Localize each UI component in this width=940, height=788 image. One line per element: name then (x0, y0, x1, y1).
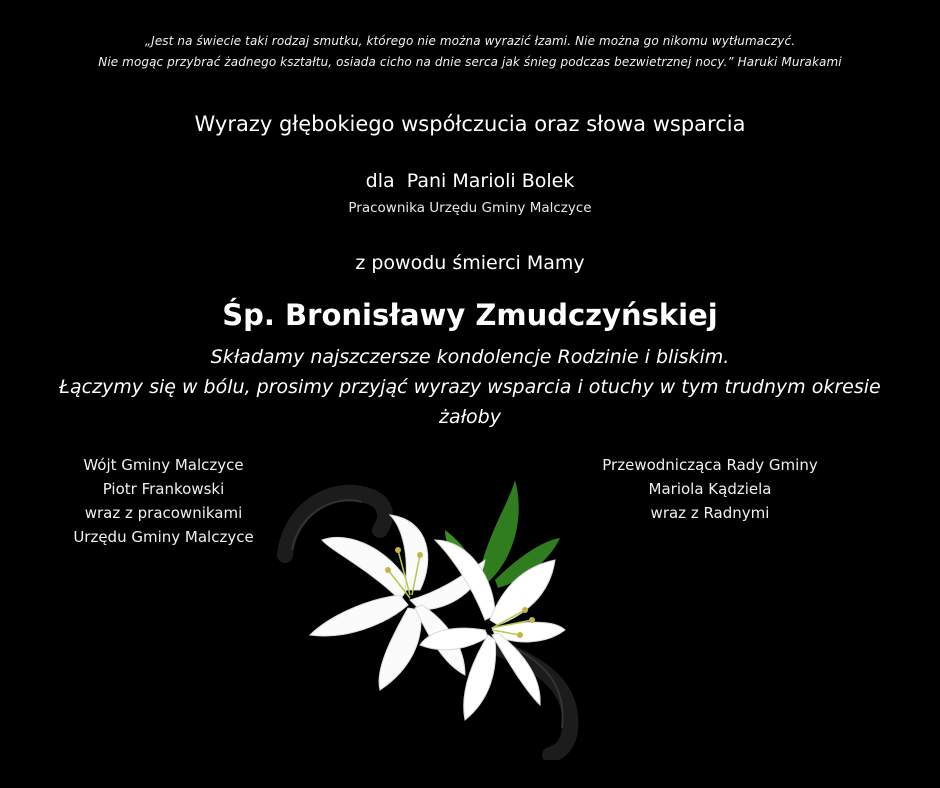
condolences (0, 342, 940, 432)
quote-line-1: „Jest na świecie taki rodzaj smutku, którego nie można wyrazić łzami. Nie można go nikomu wytłumaczyć. (144, 34, 796, 48)
quote (0, 31, 940, 73)
lily-left (310, 515, 485, 690)
recipient-role: Pracownika Urzędu Gminy Malczyce (348, 200, 592, 216)
signature-right-line: Przewodnicząca Rady Gminy (602, 456, 818, 474)
signature-left (40, 453, 287, 549)
deceased-name: Śp. Bronisławy Zmudczyńskiej (222, 298, 718, 332)
signature-left-line: Piotr Frankowski (102, 480, 225, 498)
reason-text: z powodu śmierci Mamy (355, 252, 585, 274)
condolences-line-1: Składamy najszczersze kondolencje Rodzinie i bliskim. (210, 346, 730, 368)
signature-left-line: wraz z pracownikami (84, 504, 243, 522)
condolences-line-2: Łączymy się w bólu, prosimy przyjąć wyrazy wsparcia i otuchy w tym trudnym okresie (59, 376, 881, 398)
quote-line-2: Nie mogąc przybrać żadnego kształtu, osiada cicho na dnie serca jak śnieg podczas bezwietrznej nocy.” Haruki Murakami (98, 55, 842, 69)
heading: Wyrazy głębokiego współczucia oraz słowa wsparcia (194, 112, 746, 136)
condolences-line-3: żałoby (438, 406, 501, 428)
signature-left-line: Urzędu Gminy Malczyce (73, 528, 254, 546)
signature-right-line: Mariola Kądziela (648, 480, 772, 498)
signature-left-line: Wójt Gminy Malczyce (83, 456, 244, 474)
recipient-line: dla Pani Marioli Bolek (365, 170, 575, 192)
lily-with-ribbon-icon (270, 470, 620, 760)
signature-right-line: wraz z Radnymi (650, 504, 770, 522)
